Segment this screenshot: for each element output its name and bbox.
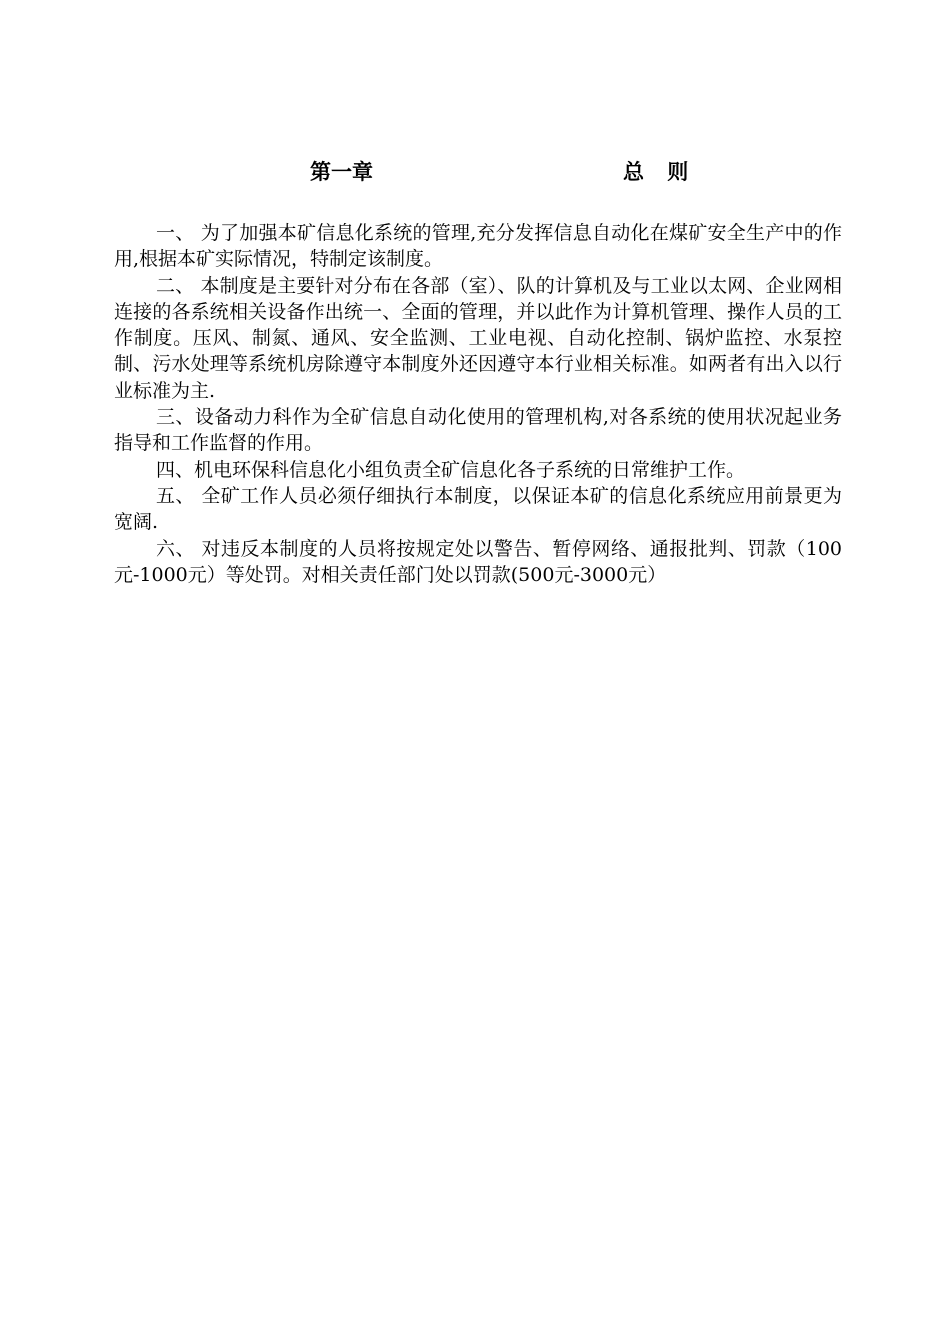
- clause-5: 五、 全矿工作人员必须仔细执行本制度，以保证本矿的信息化系统应用前景更为宽阔.: [114, 484, 842, 534]
- chapter-heading: [0, 156, 950, 188]
- clause-4: 四、机电环保科信息化小组负责全矿信息化各子系统的日常维护工作。: [156, 458, 746, 481]
- clause-2: 二、 本制度是主要针对分布在各部（室）、队的计算机及与工业以太网、企业网相连接的各系统相关设备作出统一、全面的管理，并以此作为计算机管理、操作人员的工作制度。压风、制氮、通风、安全监测、工业电视、自动化控制、锅炉监控、水泵控制、污水处理等系统机房除遵守本制度外还因遵守本行业相关标准。如两者有出入以行业标准为主.: [114, 274, 842, 402]
- clause-6: 六、 对违反本制度的人员将按规定处以警告、暂停网络、通报批判、罚款（100元-1000元）等处罚。对相关责任部门处以罚款(500元-3000元）: [114, 537, 842, 586]
- chapter-body: [114, 220, 842, 588]
- clause-3: 三、设备动力科作为全矿信息自动化使用的管理机构,对各系统的使用状况起业务指导和工作监督的作用。: [114, 406, 842, 455]
- chapter-number: 第一章: [310, 160, 373, 184]
- clause-1: 一、 为了加强本矿信息化系统的管理,充分发挥信息自动化在煤矿安全生产中的作用,根据本矿实际情况，特制定该制度。: [114, 222, 842, 271]
- chapter-title: 总 则: [623, 160, 697, 184]
